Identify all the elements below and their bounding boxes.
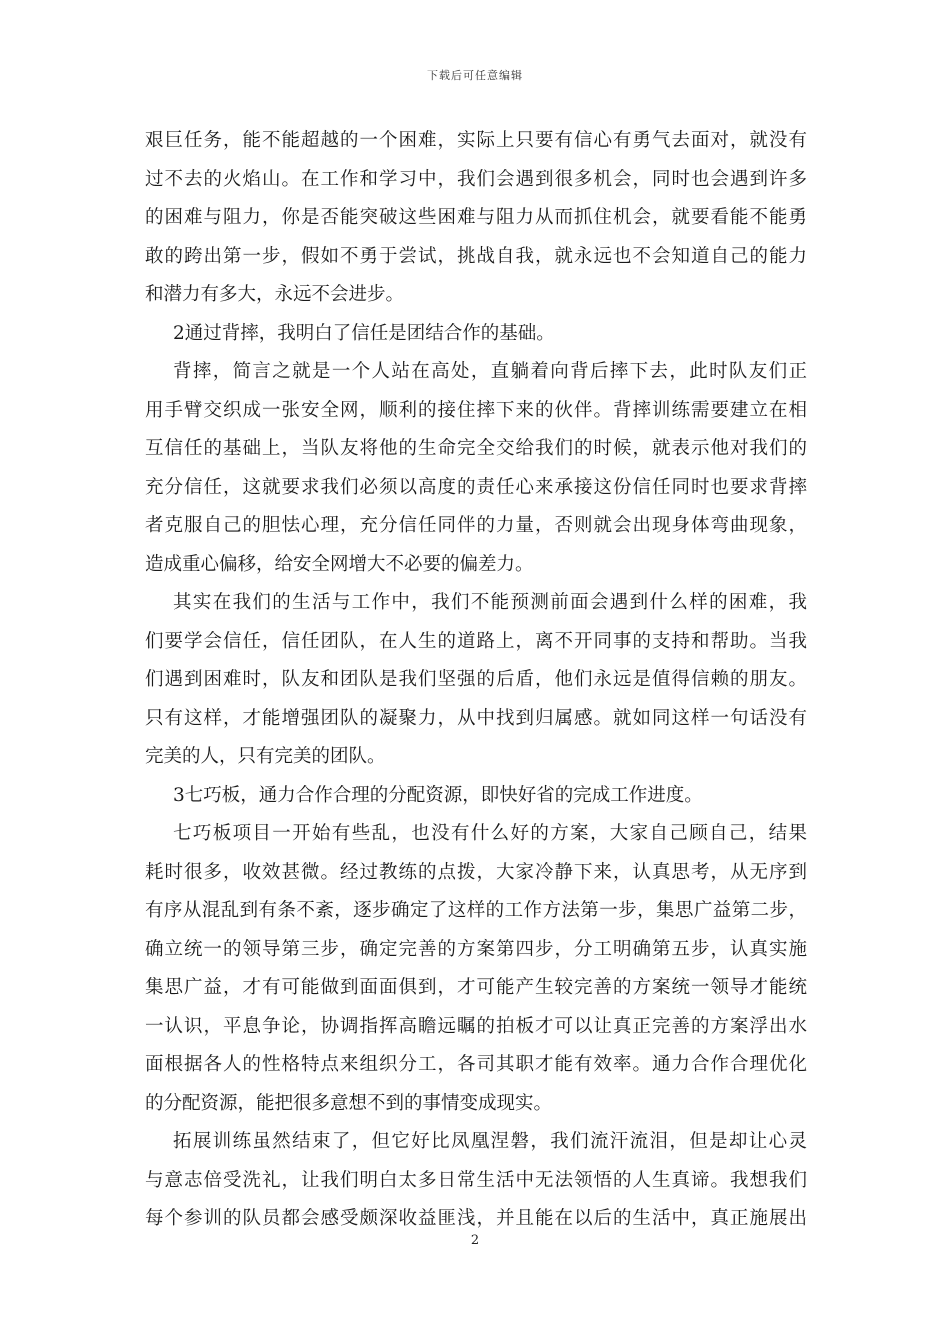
text-line: 艰巨任务，能不能超越的一个困难，实际上只要有信心有勇气去面对，就没有 [145, 130, 807, 151]
text-line: 七巧板项目一开始有些乱，也没有什么好的方案，大家自己顾自己，结果 [173, 823, 807, 844]
text-line: 一认识，平息争论，协调指挥高瞻远瞩的拍板才可以让真正完善的方案浮出水 [145, 1015, 807, 1037]
text-line: 面根据各人的性格特点来组织分工，各司其职才能有效率。通力合作合理优化 [145, 1054, 807, 1075]
text-line: 充分信任，这就要求我们必须以高度的责任心来承接这份信任同时也要求背摔 [145, 476, 807, 498]
text-line: 集思广益，才有可能做到面面俱到，才可能产生较完善的方案统一领导才能统 [145, 977, 807, 998]
text-line: 有序从混乱到有条不紊，逐步确定了这样的工作方法第一步，集思广益第二步， [145, 900, 807, 921]
text-line: 背摔，简言之就是一个人站在高处，直躺着向背后摔下去，此时队友们正 [173, 361, 807, 382]
document-body [145, 122, 807, 1239]
text-line: 拓展训练虽然结束了，但它好比凤凰涅磐，我们流汗流泪，但是却让心灵 [173, 1131, 807, 1152]
text-line: 敢的跨出第一步，假如不勇于尝试，挑战自我，就永远也不会知道自己的能力 [145, 245, 807, 267]
text-line: 们要学会信任，信任团队，在人生的道路上，离不开同事的支持和帮助。当我 [145, 630, 807, 652]
text-line: 确立统一的领导第三步，确定完善的方案第四步，分工明确第五步，认真实施 [145, 938, 807, 960]
text-line: 的困难与阻力，你是否能突破这些困难与阻力从而抓住机会，就要看能不能勇 [145, 207, 807, 228]
text-line: 的分配资源，能把很多意想不到的事情变成现实。 [145, 1092, 553, 1114]
section-heading: 2通过背摔，我明白了信任是团结合作的基础。 [173, 322, 555, 344]
text-line: 过不去的火焰山。在工作和学习中，我们会遇到很多机会，同时也会遇到许多 [145, 168, 807, 190]
text-line: 造成重心偏移，给安全网增大不必要的偏差力。 [145, 553, 534, 575]
text-line: 们遇到困难时，队友和团队是我们坚强的后盾，他们永远是值得信赖的朋友。 [145, 669, 807, 690]
text-line: 耗时很多，收效甚微。经过教练的点拨，大家冷静下来，认真思考，从无序到 [145, 861, 807, 883]
text-line: 用手臂交织成一张安全网，顺利的接住摔下来的伙伴。背摔训练需要建立在相 [145, 399, 807, 421]
section-heading: 3七巧板，通力合作合理的分配资源，即快好省的完成工作进度。 [173, 784, 703, 806]
text-line: 与意志倍受洗礼，让我们明白太多日常生活中无法领悟的人生真谛。我想我们 [145, 1169, 807, 1191]
text-line: 只有这样，才能增强团队的凝聚力，从中找到归属感。就如同这样一句话没有 [145, 707, 807, 729]
text-line: 者克服自己的胆怯心理，充分信任同伴的力量，否则就会出现身体弯曲现象， [145, 515, 807, 536]
text-line: 互信任的基础上，当队友将他的生命完全交给我们的时候，就表示他对我们的 [145, 438, 807, 459]
text-line: 其实在我们的生活与工作中，我们不能预测前面会遇到什么样的困难，我 [173, 592, 807, 613]
text-line: 完美的人，只有完美的团队。 [145, 746, 386, 767]
text-line: 和潜力有多大，永远不会进步。 [145, 284, 405, 305]
text-line: 每个参训的队员都会感受颇深收益匪浅，并且能在以后的生活中，真正施展出 [145, 1208, 807, 1229]
page-header: 下载后可任意编辑 [427, 69, 523, 82]
page-number: 2 [470, 1233, 480, 1248]
